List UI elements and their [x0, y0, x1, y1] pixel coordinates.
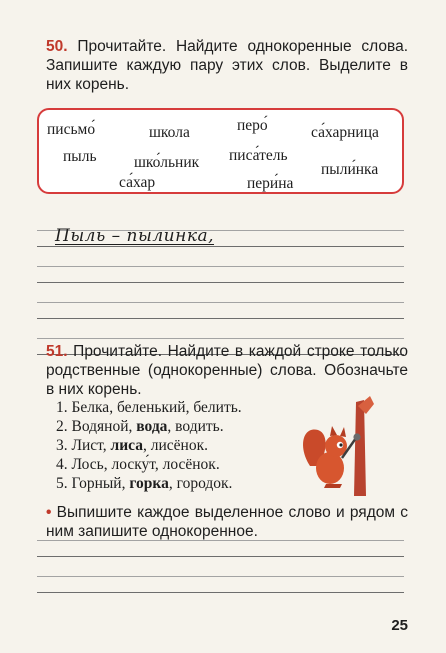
word-item: пыли́нка [321, 161, 379, 178]
list-item-number: 3. [56, 437, 68, 454]
rule-line [37, 556, 404, 557]
word-item: письмо́ [47, 121, 96, 138]
word-item: школа [149, 124, 190, 141]
word-item: са́хар [119, 174, 156, 191]
handwritten-answer: Пыль – пылинка, [55, 226, 215, 246]
highlighted-word: вода [136, 418, 168, 435]
list-item-number: 4. [56, 456, 68, 473]
list-item-text: Водяной, [71, 418, 137, 435]
task-51-instruction [46, 503, 408, 541]
word-item: пыль [63, 148, 97, 165]
list-item-text: Лось, лоску́т, лосёнок. [71, 456, 220, 473]
rule-line [37, 266, 404, 267]
word-item: шко́льник [134, 154, 200, 171]
task-51-text: Прочитайте. Найдите в каждой строке только родственные (однокоренные) слова. Обозначьте в них корень. [46, 343, 408, 398]
bullet-marker: • [46, 504, 52, 521]
list-item [56, 455, 242, 474]
word-item: перо́ [237, 117, 268, 134]
list-item-number: 5. [56, 475, 68, 492]
word-box [37, 108, 404, 194]
task-50-text: Прочитайте. Найдите однокоренные слова. Запишите каждую пару этих слов. Выделите в них корень. [46, 38, 408, 93]
list-item-text: Горный, [71, 475, 130, 492]
list-item-text: , городок. [168, 475, 233, 492]
list-item-text: Лист, [71, 437, 111, 454]
rule-line [37, 246, 404, 247]
task-51-number: 51. [46, 343, 68, 360]
rule-line [37, 592, 404, 593]
page-number: 25 [391, 617, 408, 634]
rule-line [37, 540, 404, 541]
task-51-word-list [56, 398, 242, 493]
task-50-heading [46, 37, 408, 94]
list-item [56, 398, 242, 417]
task-50-number: 50. [46, 38, 68, 55]
highlighted-word: горка [129, 475, 169, 492]
word-item: писа́тель [229, 147, 288, 164]
list-item [56, 417, 242, 436]
rule-line [37, 576, 404, 577]
task-51-heading [46, 342, 408, 399]
squirrel-illustration [296, 396, 386, 496]
list-item-number: 1. [56, 399, 68, 416]
list-item-text: , водить. [167, 418, 224, 435]
list-item-number: 2. [56, 418, 68, 435]
list-item-text: , лисёнок. [143, 437, 208, 454]
highlighted-word: лиса [110, 437, 143, 454]
word-item: пери́на [247, 175, 294, 192]
rule-line [37, 302, 404, 303]
task-51-instruction-text: Выпишите каждое выделенное слово и рядом с ним запишите однокоренное. [46, 504, 408, 540]
list-item-text: Белка, беленький, белить. [71, 399, 242, 416]
rule-line [37, 338, 404, 339]
rule-line [37, 318, 404, 319]
list-item [56, 436, 242, 455]
word-item: са́харница [311, 124, 379, 141]
list-item [56, 474, 242, 493]
rule-line [37, 282, 404, 283]
